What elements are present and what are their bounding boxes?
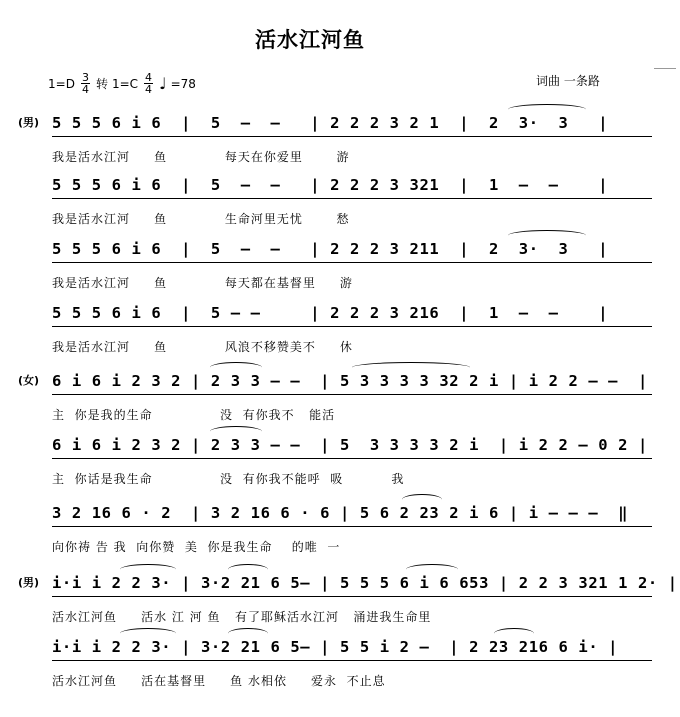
time1-bottom: 4 — [81, 83, 89, 96]
lyrics-line: 活水江河鱼 活水 江 河 鱼 有了耶稣活水江河 涌进我生命里 — [52, 610, 432, 624]
system-6 — [0, 434, 680, 494]
slur-mark — [210, 362, 262, 373]
notes-line: 5 5 5 6 i 6 | 5 – – | 2 2 2 3 321 | 1 – – | — [52, 174, 652, 199]
system-8 — [0, 572, 680, 632]
lyrics-line: 我是活水江河 鱼 每天都在基督里 游 — [52, 276, 353, 290]
slur-mark — [508, 230, 586, 241]
composer-credit: 词曲 一条路 — [536, 74, 600, 88]
lyrics-line: 主 你话是我生命 没 有你我不能呼 吸 我 — [52, 472, 405, 486]
notes-line: 5 5 5 6 i 6 | 5 – – | 2 2 2 3 2 1 | 2 3· 3 | — [52, 112, 652, 137]
lyrics-line: 向你祷 告 我 向你赞 美 你是我生命 的唯 一 — [52, 540, 341, 554]
key-right: 1=C — [111, 76, 139, 91]
system-7 — [0, 502, 680, 562]
slur-mark — [228, 628, 268, 639]
system-4 — [0, 302, 680, 362]
quarter-note-icon: ♩ — [159, 74, 167, 93]
lyrics-line: 主 你是我的生命 没 有你我不 能活 — [52, 408, 336, 422]
voice-label: (女) — [18, 374, 40, 387]
notes-line: 6 i 6 i 2 3 2 | 2 3 3 – – | 5 3 3 3 3 32 2 i | i 2 2 – – | — [52, 370, 652, 395]
slur-mark — [210, 426, 262, 437]
notes-line: 5 5 5 6 i 6 | 5 – – | 2 2 2 3 211 | 2 3· 3 | — [52, 238, 652, 263]
slur-mark — [120, 564, 176, 575]
notes-line: i·i i 2 2 3· | 3·2 21 6 5– | 5 5 5 6 i 6 653 | 2 2 3 321 1 2· | — [52, 572, 652, 597]
time-signature-1 — [81, 72, 90, 95]
slur-mark — [352, 362, 470, 373]
lyrics-line: 我是活水江河 鱼 风浪不移赞美不 休 — [52, 340, 353, 354]
lyrics-line: 我是活水江河 鱼 生命河里无忧 愁 — [52, 212, 350, 226]
lyrics-line: 我是活水江河 鱼 每天在你爱里 游 — [52, 150, 350, 164]
tempo-value: =78 — [170, 76, 196, 91]
slur-mark — [508, 104, 586, 115]
slur-mark — [228, 564, 268, 575]
system-9 — [0, 636, 680, 696]
lyrics-line: 活水江河鱼 活在基督里 鱼 水相依 爱永 不止息 — [52, 674, 386, 688]
voice-label: (男) — [18, 116, 40, 129]
time1-top: 3 — [81, 71, 89, 84]
slur-mark — [494, 628, 534, 639]
time2-bottom: 4 — [145, 83, 153, 96]
slur-mark — [120, 628, 176, 639]
time-signature-2 — [144, 72, 153, 95]
notes-line: 6 i 6 i 2 3 2 | 2 3 3 – – | 5 3 3 3 3 2 i | i 2 2 – 0 2 | — [52, 434, 652, 459]
voice-label: (男) — [18, 576, 40, 589]
notes-line: 3 2 16 6 · 2 | 3 2 16 6 · 6 | 5 6 2 23 2 i 6 | i – – – ‖ — [52, 502, 652, 527]
notes-line: i·i i 2 2 3· | 3·2 21 6 5– | 5 5 i 2 – | 2 23 216 6 i· | — [52, 636, 652, 661]
system-2 — [0, 174, 680, 234]
corner-divider — [654, 68, 676, 69]
song-title: 活水江河鱼 — [255, 28, 365, 52]
system-3 — [0, 238, 680, 298]
notes-line: 5 5 5 6 i 6 | 5 – – | 2 2 2 3 216 | 1 – – | — [52, 302, 652, 327]
slur-mark — [402, 494, 442, 505]
system-1 — [0, 112, 680, 172]
key-left: 1=D — [48, 76, 75, 91]
time2-top: 4 — [145, 71, 153, 84]
slur-mark — [406, 564, 458, 575]
change-word: 转 — [95, 77, 108, 91]
system-5 — [0, 370, 680, 430]
key-signature-line — [48, 72, 196, 95]
